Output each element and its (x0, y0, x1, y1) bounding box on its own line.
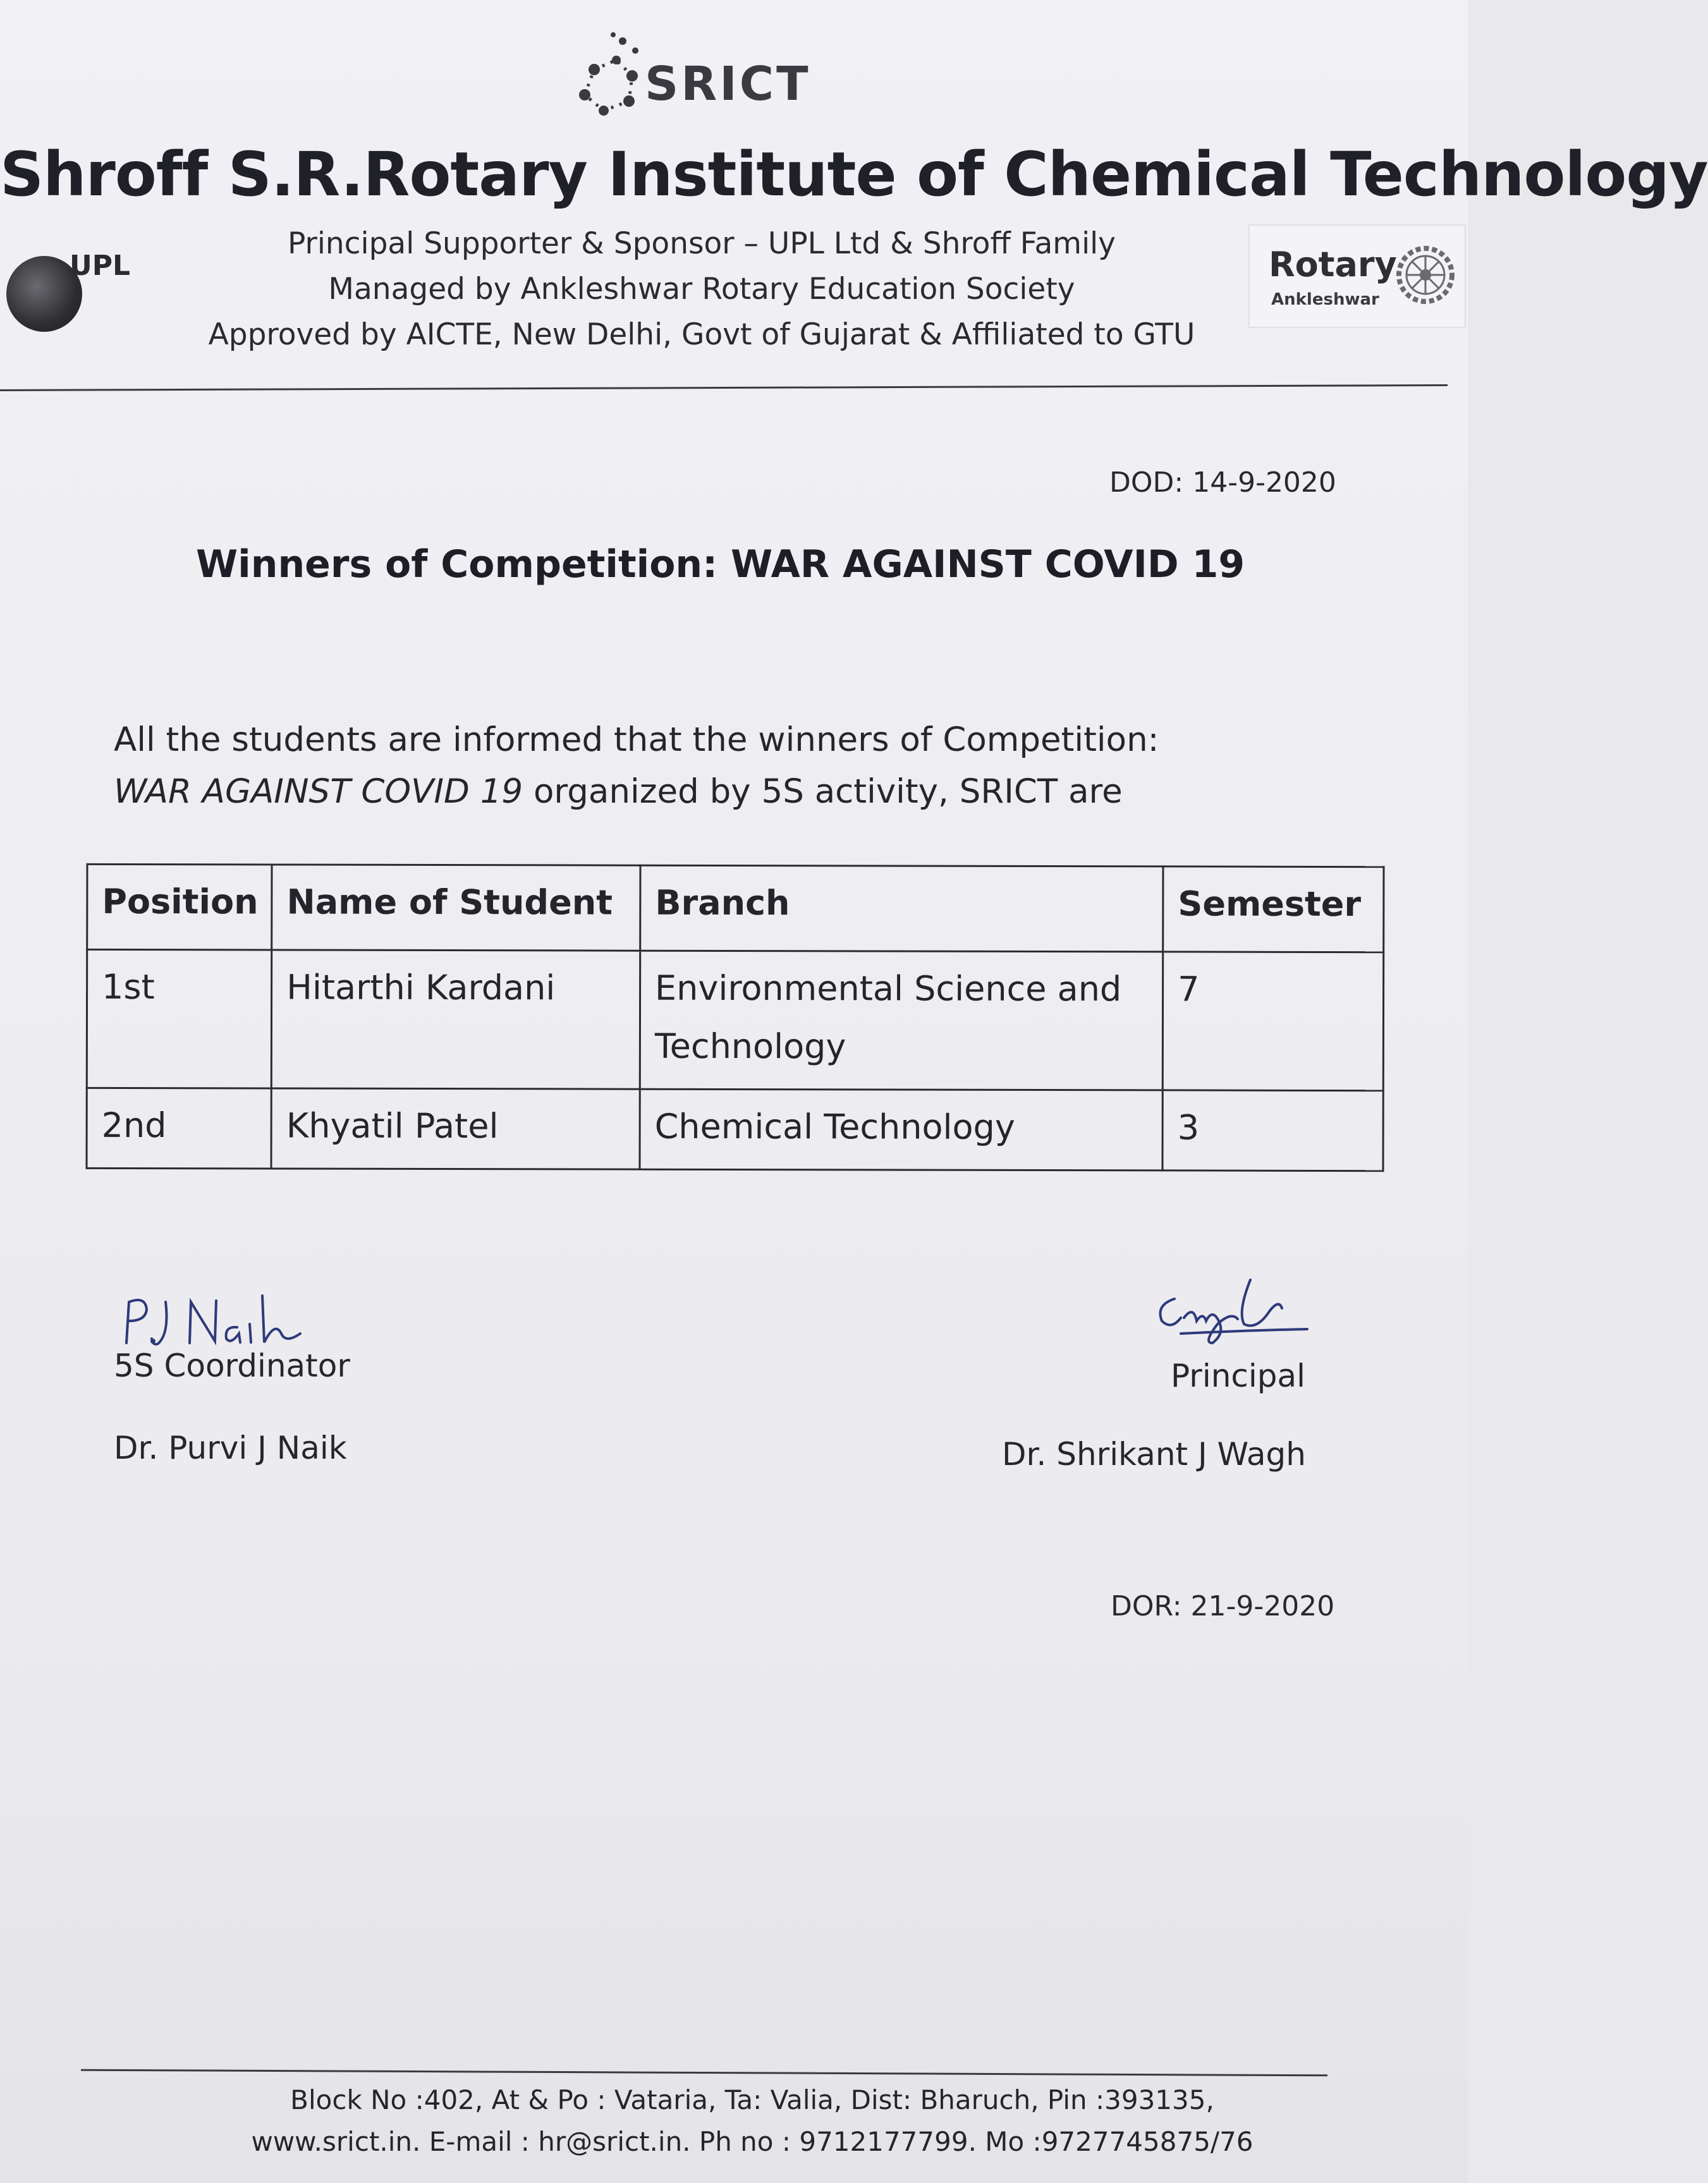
institute-address-footer (164, 2079, 1340, 2163)
rotary-logo-text: Rotary (1269, 245, 1397, 284)
column-header-branch: Branch (640, 865, 1163, 952)
principal-role: Principal (1171, 1358, 1306, 1394)
intro-line-2-rest: organized by 5S activity, SRICT are (523, 772, 1123, 811)
principal-name: Dr. Shrikant J Wagh (1002, 1436, 1306, 1473)
rotary-wheel-icon (1394, 243, 1457, 307)
column-header-name: Name of Student (272, 865, 640, 951)
intro-line-2 (114, 766, 1315, 818)
principal-signature (1143, 1274, 1320, 1356)
coordinator-signature (120, 1283, 310, 1353)
notice-title: Winners of Competition: WAR AGAINST COVID 19 (196, 542, 1245, 587)
sponsor-line: Principal Supporter & Sponsor – UPL Ltd & Shroff Family (287, 226, 1116, 261)
winners-table (85, 863, 1384, 1172)
coordinator-role: 5S Coordinator (114, 1347, 350, 1384)
institute-sub-lines (190, 221, 1214, 358)
footer-address-line: Block No :402, At & Po : Vataria, Ta: Valia, Dist: Bharuch, Pin :393135, (290, 2084, 1214, 2115)
upl-logo (6, 243, 133, 332)
management-line: Managed by Ankleshwar Rotary Education Society (328, 272, 1075, 307)
column-header-position: Position (87, 864, 272, 950)
rotary-logo (1248, 224, 1466, 328)
footer-contact-line: www.srict.in. E-mail : hr@srict.in. Ph no : 9712177799. Mo :9727745875/76 (251, 2126, 1254, 2157)
cell-semester: 7 (1162, 952, 1383, 1091)
table-header-row (87, 864, 1384, 952)
cell-position: 1st (87, 949, 272, 1088)
srict-logo-text: SRICT (645, 57, 811, 111)
intro-line-1: All the students are informed that the winners of Competition: (114, 721, 1159, 759)
institute-name: Shroff S.R.Rotary Institute of Chemical Technology (0, 139, 1708, 210)
table-row (87, 1088, 1383, 1171)
date-of-declaration: DOD: 14-9-2020 (1109, 466, 1336, 499)
cell-student-name: Hitarthi Kardani (271, 950, 640, 1089)
cell-branch: Chemical Technology (640, 1089, 1162, 1171)
molecule-icon (569, 25, 651, 120)
footer-divider (81, 2069, 1327, 2077)
cell-semester: 3 (1162, 1090, 1383, 1171)
notice-intro (114, 714, 1315, 818)
cell-student-name: Khyatil Patel (271, 1088, 640, 1169)
coordinator-name: Dr. Purvi J Naik (114, 1430, 347, 1466)
table-row (87, 949, 1383, 1090)
approval-line: Approved by AICTE, New Delhi, Govt of Gujarat & Affiliated to GTU (208, 317, 1195, 352)
date-of-release: DOR: 21-9-2020 (1111, 1590, 1335, 1622)
header-divider (0, 384, 1448, 391)
cell-position: 2nd (87, 1088, 271, 1169)
competition-name: WAR AGAINST COVID 19 (114, 772, 523, 811)
rotary-logo-subtext: Ankleshwar (1271, 290, 1379, 309)
column-header-semester: Semester (1163, 867, 1384, 952)
srict-logo (569, 25, 822, 120)
cell-branch: Environmental Science and Technology (640, 951, 1163, 1090)
upl-logo-text: UPL (70, 250, 131, 282)
